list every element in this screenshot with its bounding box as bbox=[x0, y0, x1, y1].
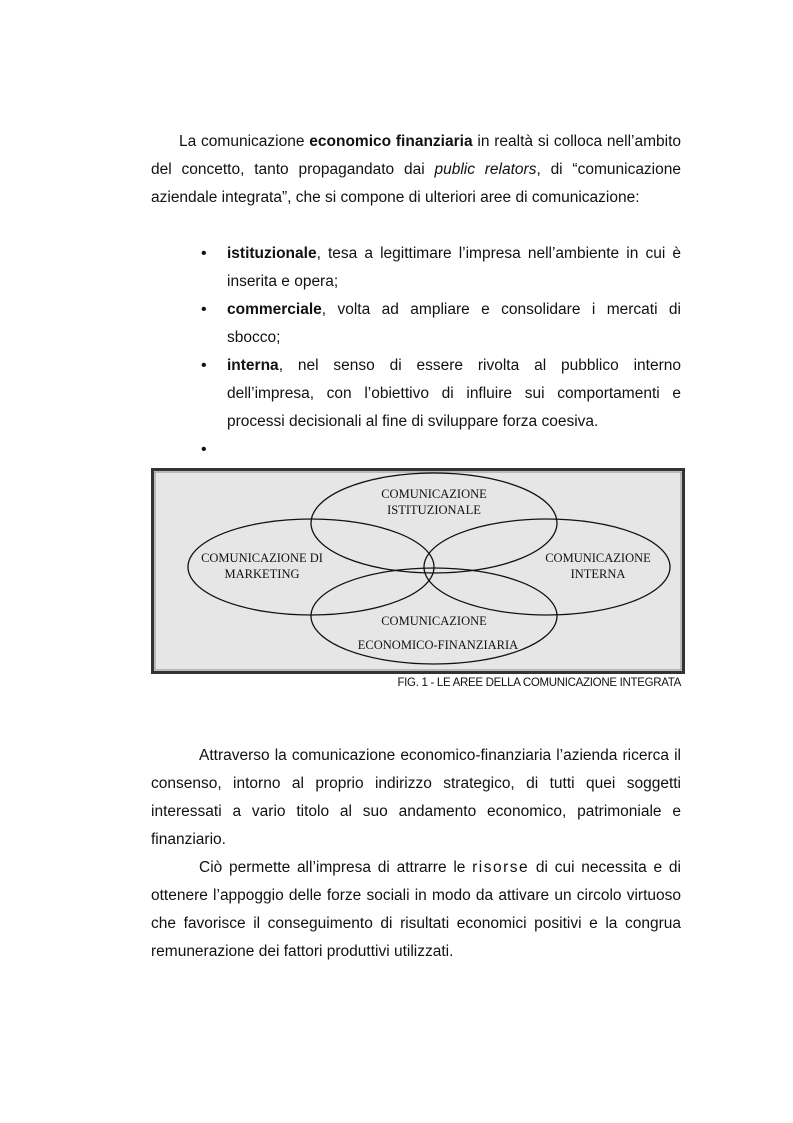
label-interna-line1: COMUNICAZIONE bbox=[545, 551, 651, 565]
areas-list bbox=[151, 240, 681, 464]
bullet-icon: • bbox=[201, 357, 207, 374]
list-item-text: , nel senso di essere rivolta al pubblico interno dell’impresa, con l’obiettivo di influire sui comportamenti e processi decisionali al fine di sviluppare forza coesiva. bbox=[227, 357, 681, 430]
list-item-text: , tesa a legittimare l’impresa nell’ambiente in cui è inserita e opera; bbox=[227, 245, 681, 290]
list-item bbox=[151, 296, 681, 352]
list-item-term: interna bbox=[227, 357, 279, 374]
label-marketing-line1: COMUNICAZIONE DI bbox=[201, 551, 323, 565]
intro-text-2: in realtà si colloca nell’ambito del concetto, tanto propagandato dai bbox=[151, 133, 681, 178]
integrated-communication-diagram bbox=[151, 468, 686, 675]
list-item bbox=[151, 240, 681, 296]
bullet-icon: • bbox=[201, 245, 207, 262]
intro-text-3: , di “comunicazione aziendale integrata”, che si compone di ulteriori aree di comunicazione: bbox=[151, 161, 681, 206]
list-item-text: , volta ad ampliare e consolidare i mercati di sbocco; bbox=[227, 301, 681, 346]
label-istituzionale-line2: ISTITUZIONALE bbox=[387, 503, 481, 517]
p3-spaced-term: risorse bbox=[472, 859, 530, 876]
list-item bbox=[151, 436, 681, 464]
list-item-text bbox=[227, 441, 231, 458]
intro-paragraph bbox=[151, 128, 681, 212]
list-item-term: istituzionale bbox=[227, 245, 317, 262]
label-interna-line2: INTERNA bbox=[570, 567, 626, 581]
list-item bbox=[151, 352, 681, 436]
intro-italic-term: public relators bbox=[434, 161, 537, 178]
p3-text-2: di cui necessita e di ottenere l’appoggio delle forze sociali in modo da attivare un circolo virtuoso che favorisce il conseguimento di risultati economici positivi e la congrua remunerazione dei fattori produttivi utilizzati. bbox=[151, 859, 681, 960]
paragraph-cio-permette bbox=[151, 854, 681, 966]
bullet-icon: • bbox=[201, 441, 207, 458]
p3-text-1: Ciò permette all’impresa di attrarre le bbox=[199, 859, 473, 876]
intro-bold-term: economico finanziaria bbox=[309, 133, 473, 150]
list-item-term: commerciale bbox=[227, 301, 322, 318]
figure-caption: FIG. 1 - LE AREE DELLA COMUNICAZIONE INTEGRATA bbox=[397, 677, 681, 689]
bullet-icon: • bbox=[201, 301, 207, 318]
label-istituzionale-line1: COMUNICAZIONE bbox=[381, 487, 487, 501]
label-marketing-line2: MARKETING bbox=[224, 567, 300, 581]
label-economico-line2: ECONOMICO-FINANZIARIA bbox=[357, 638, 519, 652]
label-economico-line1: COMUNICAZIONE bbox=[381, 614, 487, 628]
intro-text-1: La comunicazione bbox=[179, 133, 310, 150]
paragraph-attraverso: Attraverso la comunicazione economico-finanziaria l’azienda ricerca il consenso, intorno al proprio indirizzo strategico, di tutti quei soggetti interessati a vario titolo al suo andamento economico, patrimoniale e finanziario. bbox=[151, 747, 681, 848]
